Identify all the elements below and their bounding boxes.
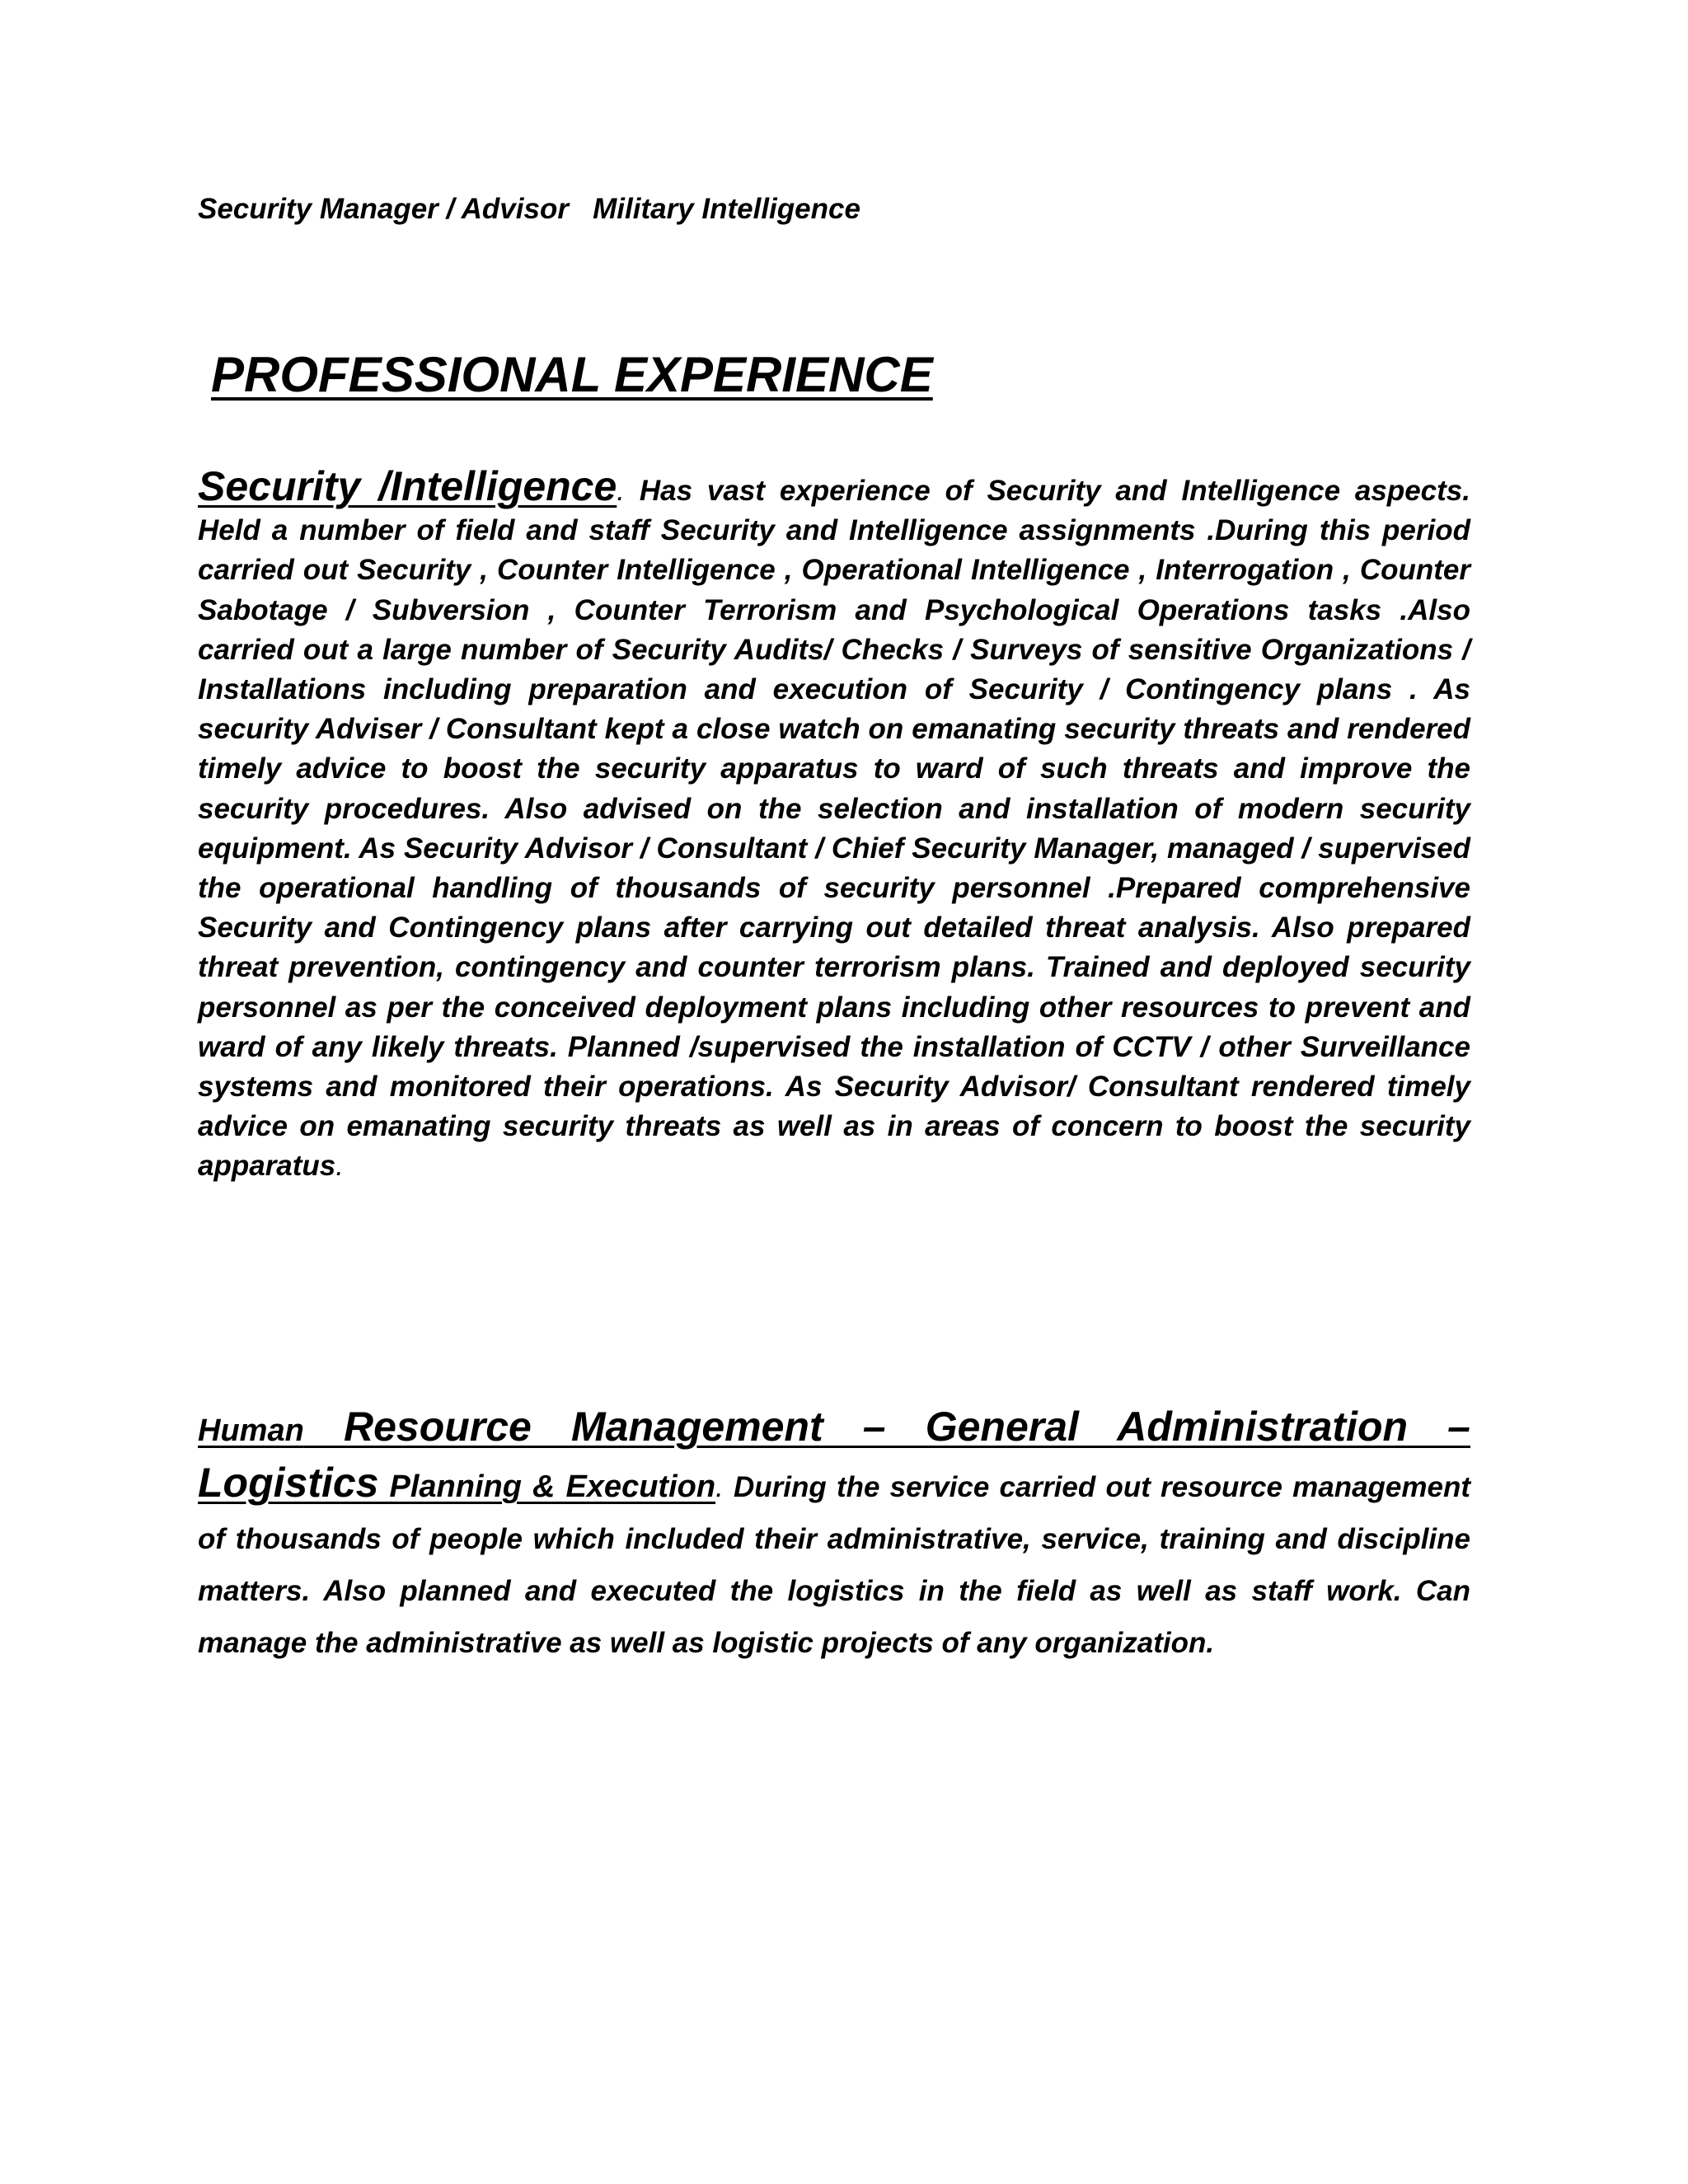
hr-title-part1: uman [220, 1413, 304, 1448]
security-intelligence-paragraph [198, 463, 1470, 1187]
security-intelligence-title: Security /Intelligence [198, 463, 617, 509]
security-intelligence-body: Has vast experience of Security and Intelligence aspects. Held a number of field and staff Security and Intelligence assignments .During this period carried out Security , Counter Intelligence , Operational Intelligence , Interrogation , Counter Sabotage / Subversion , Counter Terrorism and Psychological Operations tasks .Also carried out a large number of Security Audits/ Checks / Surveys of sensitive Organizations / Installations including preparation and execution of Security / Contingency plans . As security Adviser / Consultant kept a close watch on emanating security threats and rendered timely advice to boost the security apparatus to ward of such threats and improve the security procedures. Also advised on the selection and installation of modern security equipment. As Security Advisor / Consultant / Chief Security Manager, managed / supervised the operational handling of thousands of security personnel .Prepared comprehensive Security and Contingency plans after carrying out detailed threat analysis. Also prepared threat prevention, contingency and counter terrorism plans. Trained and deployed security personnel as per the conceived deployment plans including other resources to prevent and ward of any likely threats. Planned /supervised the installation of CCTV / other Surveillance systems and monitored their operations. As Security Advisor/ Consultant rendered timely advice on emanating security threats as well as in areas of concern to boost the security apparatus [198, 475, 1470, 1183]
security-title-period: . [617, 475, 626, 507]
hr-management-body: During the service carried out resource management of thousands of people which included their administrative, service, training and discipline matters. Also planned and executed the logistics in the field as well as staff work. Can manage the administrative as well as logistic projects of any organization. [198, 1471, 1471, 1659]
professional-experience-heading: PROFESSIONAL EXPERIENCE [211, 347, 933, 402]
document-subtitle: Security Manager / Advisor Military Intelligence [198, 193, 860, 225]
hr-title-part3: Logistics [198, 1460, 379, 1506]
security-body-period: . [335, 1150, 345, 1183]
hr-title-period: . [715, 1471, 724, 1503]
hr-management-paragraph [198, 1401, 1470, 1669]
hr-title-part2: Resource Management – General Administration – [303, 1404, 1470, 1450]
hr-title-part4: Planning & Execution [378, 1469, 716, 1504]
hr-title-first-letter: H [198, 1413, 221, 1448]
